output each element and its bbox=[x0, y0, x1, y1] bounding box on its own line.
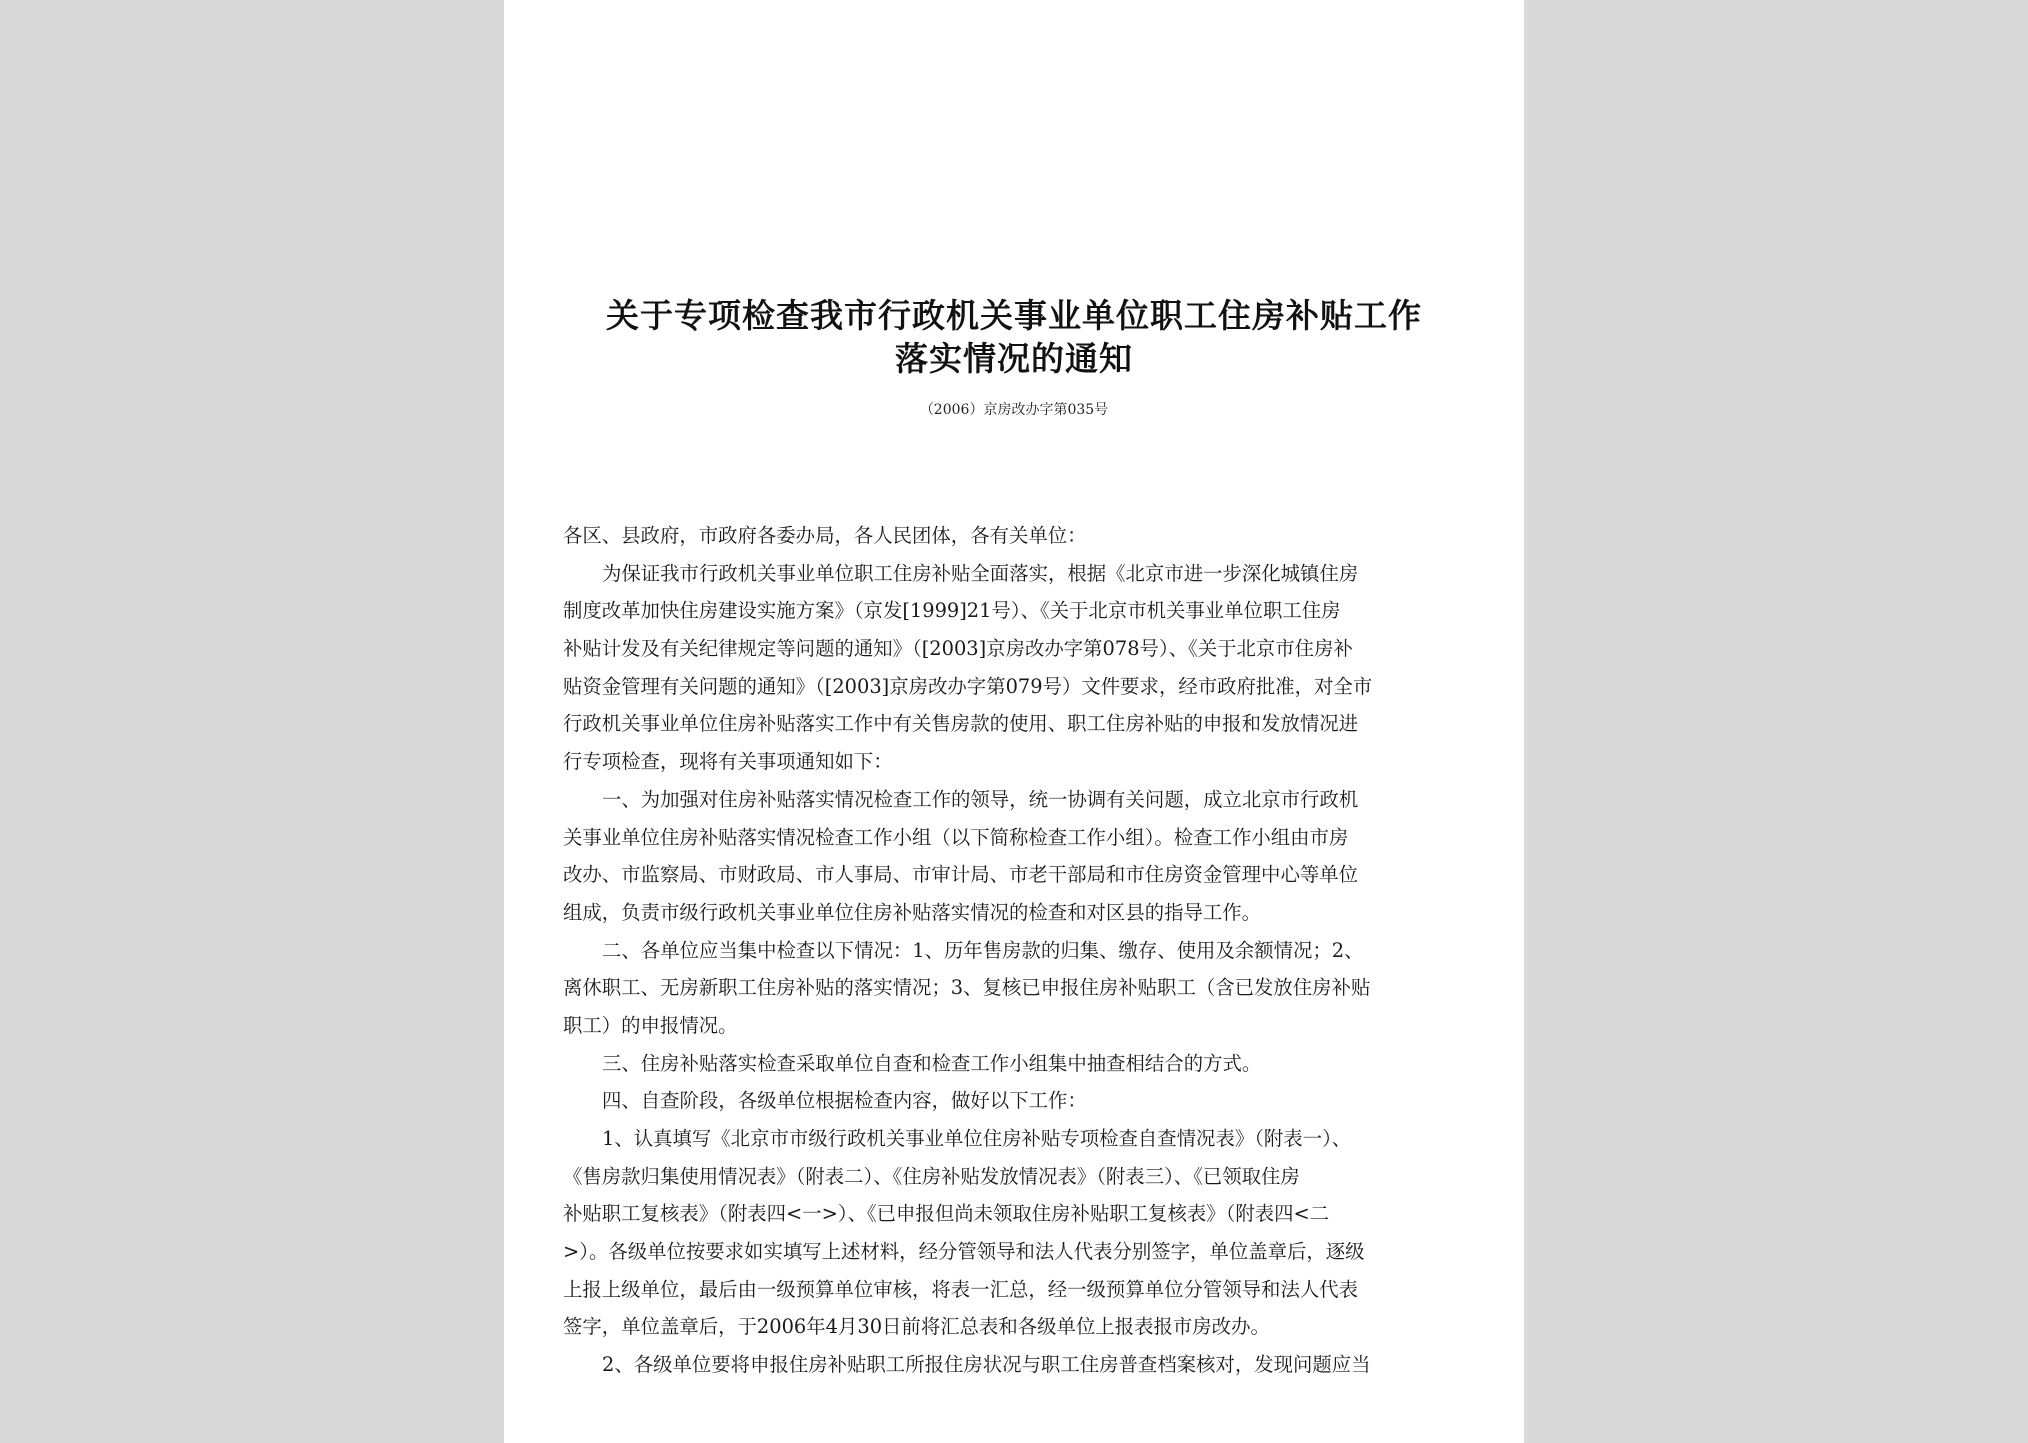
paragraph-line: 四、自查阶段，各级单位根据检查内容，做好以下工作： bbox=[602, 1089, 1087, 1113]
paragraph-line: 补贴计发及有关纪律规定等问题的通知》（[2003]京房改办字第078号）、《关于北京市住房补 bbox=[563, 637, 1353, 661]
paragraph-line: 2、各级单位要将申报住房补贴职工所报住房状况与职工住房普查档案核对，发现问题应当 bbox=[602, 1353, 1371, 1377]
document-title-line-1: 关于专项检查我市行政机关事业单位职工住房补贴工作 bbox=[606, 296, 1422, 335]
paragraph-line: 上报上级单位，最后由一级预算单位审核，将表一汇总，经一级预算单位分管领导和法人代表 bbox=[563, 1277, 1359, 1301]
paragraph-line: 补贴职工复核表》（附表四<一>）、《已申报但尚未领取住房补贴职工复核表》（附表四<二 bbox=[563, 1202, 1330, 1226]
paragraph-line: 三、住房补贴落实检查采取单位自查和检查工作小组集中抽查相结合的方式。 bbox=[602, 1051, 1262, 1075]
paragraph-line: 组成，负责市级行政机关事业单位住房补贴落实情况的检查和对区县的指导工作。 bbox=[563, 900, 1262, 924]
paragraph-line: 改办、市监察局、市财政局、市人事局、市审计局、市老干部局和市住房资金管理中心等单位 bbox=[563, 863, 1359, 887]
document-body bbox=[563, 517, 1475, 1384]
paragraph-line: 离休职工、无房新职工住房补贴的落实情况；3、复核已申报住房补贴职工（含已发放住房补贴 bbox=[563, 976, 1371, 1000]
paragraph-line: 《售房款归集使用情况表》（附表二）、《住房补贴发放情况表》（附表三）、《已领取住房 bbox=[563, 1164, 1300, 1188]
salutation-line: 各区、县政府，市政府各委办局，各人民团体，各有关单位： bbox=[563, 524, 1087, 547]
paragraph-line: 制度改革加快住房建设实施方案》（京发[1999]21号）、《关于北京市机关事业单位职工住房 bbox=[563, 599, 1341, 623]
document-page bbox=[504, 0, 1524, 1443]
paragraph-line: 行政机关事业单位住房补贴落实工作中有关售房款的使用、职工住房补贴的申报和发放情况进 bbox=[563, 712, 1359, 736]
paragraph-line: 签字，单位盖章后，于2006年4月30日前将汇总表和各级单位上报表报市房改办。 bbox=[563, 1315, 1270, 1339]
paragraph-line: 二、各单位应当集中检查以下情况：1、历年售房款的归集、缴存、使用及余额情况；2、 bbox=[602, 938, 1364, 962]
document-title-line-2: 落实情况的通知 bbox=[895, 339, 1133, 378]
paragraph-line: 行专项检查，现将有关事项通知如下： bbox=[563, 750, 893, 774]
paragraph-line: 一、为加强对住房补贴落实情况检查工作的领导，统一协调有关问题，成立北京市行政机 bbox=[602, 787, 1359, 811]
paragraph-line: 1、认真填写《北京市市级行政机关事业单位住房补贴专项检查自查情况表》（附表一）、 bbox=[602, 1127, 1352, 1150]
document-number: （2006）京房改办字第035号 bbox=[919, 402, 1109, 418]
paragraph-line: 关事业单位住房补贴落实情况检查工作小组（以下简称检查工作小组）。检查工作小组由市房 bbox=[563, 825, 1349, 849]
paragraph-line: 为保证我市行政机关事业单位职工住房补贴全面落实，根据《北京市进一步深化城镇住房 bbox=[602, 561, 1359, 585]
paragraph-line: 职工）的申报情况。 bbox=[563, 1013, 738, 1037]
paragraph-line: >）。各级单位按要求如实填写上述材料，经分管领导和法人代表分别签字，单位盖章后，逐级 bbox=[563, 1240, 1365, 1264]
paragraph-line: 贴资金管理有关问题的通知》（[2003]京房改办字第079号）文件要求，经市政府批准，对全市 bbox=[563, 674, 1373, 698]
